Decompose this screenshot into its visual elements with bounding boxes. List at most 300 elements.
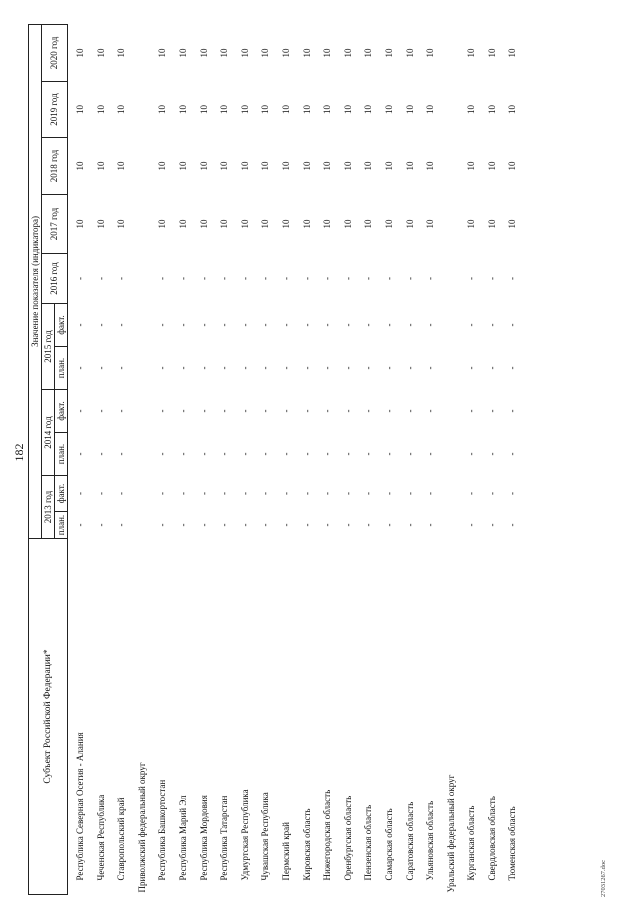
- dash-cell: -: [425, 277, 436, 280]
- dash-cell: -: [280, 277, 291, 280]
- value-cell: 10: [383, 48, 394, 58]
- dash-cell: -: [116, 409, 127, 413]
- dash-cell: -: [486, 277, 497, 280]
- dash-cell: -: [198, 323, 209, 327]
- value-cell: 10: [507, 161, 518, 171]
- dash-cell: -: [466, 409, 477, 413]
- dash-cell: -: [342, 323, 353, 327]
- value-cell: 10: [363, 48, 374, 58]
- value-cell: 10: [239, 161, 250, 171]
- dash-cell: -: [383, 452, 394, 456]
- value-cell: 10: [219, 161, 230, 171]
- dash-cell: [132, 433, 153, 476]
- dash-cell: -: [75, 366, 85, 370]
- year-2013-header: 2013 год: [42, 476, 55, 539]
- dash-cell: -: [280, 323, 291, 327]
- value-cell: 10: [95, 105, 106, 114]
- value-cell: 10: [116, 48, 127, 58]
- dash-cell: [441, 347, 462, 390]
- dash-cell: -: [239, 492, 250, 495]
- value-cell: 10: [219, 219, 230, 229]
- dash-cell: [441, 304, 462, 347]
- value-cell: 10: [301, 219, 312, 229]
- plan-2013-header: план.: [55, 512, 68, 539]
- value-cell: 10: [239, 105, 250, 114]
- value-cell: 10: [404, 161, 415, 171]
- dash-cell: -: [280, 452, 291, 456]
- value-cell: [441, 24, 462, 81]
- value-cell: 10: [486, 219, 497, 229]
- value-cell: 10: [301, 161, 312, 171]
- dash-cell: -: [404, 366, 415, 370]
- value-cell: 10: [466, 219, 477, 229]
- district-name: Приволжский федеральный округ: [136, 762, 147, 893]
- fact-2014-header: факт.: [55, 390, 68, 433]
- region-name: Республика Татарстан: [219, 795, 230, 881]
- dash-cell: [441, 512, 462, 539]
- value-cell: 10: [342, 105, 353, 114]
- value-cell: 10: [95, 161, 106, 171]
- value-cell: 10: [466, 161, 477, 171]
- dash-cell: -: [177, 366, 188, 370]
- table-header: [29, 24, 68, 894]
- value-cell: 10: [301, 48, 312, 58]
- dash-cell: -: [383, 523, 394, 527]
- value-cell: 10: [177, 48, 188, 58]
- value-cell: 10: [466, 105, 477, 114]
- dash-cell: -: [95, 323, 106, 327]
- table-row: [461, 24, 482, 894]
- region-name: Кировская область: [301, 808, 312, 881]
- dash-cell: -: [198, 409, 209, 413]
- dash-cell: -: [363, 452, 374, 456]
- dash-cell: [441, 390, 462, 433]
- dash-cell: -: [75, 409, 85, 413]
- dash-cell: [441, 254, 462, 304]
- table-row: [111, 24, 132, 894]
- dash-cell: -: [404, 323, 415, 327]
- fact-2015-header: факт.: [55, 304, 68, 347]
- dash-cell: -: [466, 523, 477, 527]
- dash-cell: -: [466, 323, 477, 327]
- dash-cell: -: [95, 452, 106, 456]
- value-cell: 10: [486, 48, 497, 58]
- value-cell: 10: [383, 161, 394, 171]
- year-2019-header: 2019 год: [42, 82, 68, 138]
- value-cell: 10: [260, 48, 271, 58]
- value-cell: 10: [157, 219, 168, 229]
- dash-cell: -: [75, 452, 85, 456]
- dash-cell: -: [75, 323, 85, 327]
- dash-cell: -: [425, 409, 436, 413]
- dash-cell: -: [95, 277, 106, 280]
- value-cell: 10: [507, 105, 518, 114]
- dash-cell: -: [404, 523, 415, 527]
- dash-cell: -: [301, 277, 312, 280]
- table-row: [358, 24, 379, 894]
- dash-cell: -: [239, 277, 250, 280]
- region-name: Республика Северная Осетия - Алания: [75, 732, 85, 881]
- region-name: Пензенская область: [363, 804, 374, 881]
- value-cell: 10: [75, 48, 85, 58]
- dash-cell: -: [157, 409, 168, 413]
- fact-2013-header: факт.: [55, 476, 68, 512]
- table-row: [91, 24, 112, 894]
- dash-cell: -: [425, 523, 436, 527]
- dash-cell: -: [198, 492, 209, 495]
- dash-cell: -: [260, 523, 271, 527]
- value-cell: 10: [425, 105, 436, 114]
- dash-cell: -: [383, 366, 394, 370]
- value-cell: 10: [342, 48, 353, 58]
- dash-cell: -: [157, 277, 168, 280]
- dash-cell: -: [219, 323, 230, 327]
- value-cell: [441, 82, 462, 138]
- value-cell: 10: [342, 219, 353, 229]
- dash-cell: -: [425, 452, 436, 456]
- dash-cell: -: [322, 277, 333, 280]
- district-row: [132, 24, 153, 894]
- dash-cell: -: [301, 366, 312, 370]
- dash-cell: -: [363, 277, 374, 280]
- dash-cell: -: [425, 492, 436, 495]
- dash-cell: -: [466, 277, 477, 280]
- dash-cell: [132, 476, 153, 512]
- dash-cell: -: [383, 492, 394, 495]
- value-cell: 10: [75, 105, 85, 114]
- dash-cell: -: [322, 492, 333, 495]
- dash-cell: -: [301, 492, 312, 495]
- dash-cell: -: [280, 366, 291, 370]
- dash-cell: -: [507, 409, 518, 413]
- value-cell: 10: [280, 161, 291, 171]
- dash-cell: -: [116, 366, 127, 370]
- region-name: Республика Мордовия: [198, 795, 209, 881]
- dash-cell: -: [239, 452, 250, 456]
- dash-cell: -: [280, 523, 291, 527]
- value-cell: 10: [260, 161, 271, 171]
- value-cell: 10: [75, 161, 85, 171]
- value-cell: 10: [198, 161, 209, 171]
- value-cell: 10: [157, 161, 168, 171]
- dash-cell: -: [322, 452, 333, 456]
- dash-cell: -: [95, 523, 106, 527]
- year-2018-header: 2018 год: [42, 138, 68, 195]
- table-row: [255, 24, 276, 894]
- value-cell: 10: [425, 161, 436, 171]
- dash-cell: -: [404, 452, 415, 456]
- dash-cell: -: [507, 523, 518, 527]
- region-name: Ставропольский край: [116, 797, 127, 881]
- dash-cell: [441, 433, 462, 476]
- value-cell: 10: [425, 48, 436, 58]
- value-cell: 10: [425, 219, 436, 229]
- dash-cell: -: [177, 323, 188, 327]
- region-name: Ульяновская область: [425, 800, 436, 881]
- dash-cell: -: [95, 492, 106, 495]
- dash-cell: -: [75, 492, 85, 495]
- district-row: [441, 24, 462, 894]
- dash-cell: -: [301, 452, 312, 456]
- value-cell: 10: [383, 219, 394, 229]
- dash-cell: -: [322, 366, 333, 370]
- dash-cell: -: [404, 409, 415, 413]
- dash-cell: -: [486, 366, 497, 370]
- dash-cell: -: [219, 366, 230, 370]
- indicator-table: [28, 24, 523, 895]
- table-row: [482, 24, 503, 894]
- doc-filename: 27031267.doc: [600, 859, 607, 897]
- value-cell: [132, 24, 153, 81]
- dash-cell: -: [363, 492, 374, 495]
- plan-2014-header: план.: [55, 433, 68, 476]
- dash-cell: [441, 476, 462, 512]
- plan-2015-header: план.: [55, 347, 68, 390]
- dash-cell: -: [219, 492, 230, 495]
- dash-cell: -: [177, 277, 188, 280]
- value-cell: 10: [177, 161, 188, 171]
- region-name: Чувашская Республика: [260, 792, 271, 881]
- dash-cell: -: [157, 323, 168, 327]
- value-cell: 10: [239, 48, 250, 58]
- dash-cell: -: [177, 523, 188, 527]
- region-name: Самарская область: [383, 808, 394, 881]
- value-cell: 10: [363, 219, 374, 229]
- dash-cell: -: [363, 523, 374, 527]
- dash-cell: -: [260, 409, 271, 413]
- value-cell: 10: [219, 105, 230, 114]
- dash-cell: -: [404, 492, 415, 495]
- value-cell: [132, 195, 153, 254]
- dash-cell: -: [260, 323, 271, 327]
- dash-cell: -: [75, 277, 85, 280]
- dash-cell: [132, 512, 153, 539]
- dash-cell: -: [239, 366, 250, 370]
- dash-cell: -: [198, 523, 209, 527]
- year-2017-header: 2017 год: [42, 195, 68, 254]
- value-cell: [441, 195, 462, 254]
- region-name: Оренбургская область: [342, 795, 353, 881]
- value-cell: 10: [116, 161, 127, 171]
- dash-cell: -: [301, 523, 312, 527]
- district-name: Уральский федеральный округ: [445, 774, 456, 893]
- dash-cell: -: [116, 523, 127, 527]
- dash-cell: -: [219, 409, 230, 413]
- dash-cell: -: [383, 409, 394, 413]
- dash-cell: -: [322, 523, 333, 527]
- region-name: Тюменская область: [507, 806, 518, 881]
- value-cell: 10: [177, 219, 188, 229]
- dash-cell: -: [486, 523, 497, 527]
- value-cell: 10: [177, 105, 188, 114]
- page-number: 182: [12, 443, 26, 462]
- table-row: [400, 24, 421, 894]
- dash-cell: -: [342, 492, 353, 495]
- dash-cell: -: [260, 366, 271, 370]
- dash-cell: -: [116, 452, 127, 456]
- region-name: Республика Марий Эл: [177, 795, 188, 881]
- dash-cell: -: [301, 323, 312, 327]
- dash-cell: -: [260, 492, 271, 495]
- value-cell: 10: [322, 161, 333, 171]
- dash-cell: -: [198, 277, 209, 280]
- value-cell: 10: [342, 161, 353, 171]
- value-cell: [132, 138, 153, 195]
- dash-cell: -: [342, 523, 353, 527]
- value-cell: 10: [507, 219, 518, 229]
- table-row: [214, 24, 235, 894]
- dash-cell: -: [157, 452, 168, 456]
- value-cell: 10: [219, 48, 230, 58]
- region-name: Пермский край: [280, 822, 291, 881]
- indicator-header: Значение показателя (индикатора): [29, 24, 42, 538]
- dash-cell: -: [425, 323, 436, 327]
- value-cell: 10: [116, 219, 127, 229]
- value-cell: [132, 82, 153, 138]
- dash-cell: -: [177, 452, 188, 456]
- dash-cell: -: [260, 452, 271, 456]
- value-cell: 10: [260, 219, 271, 229]
- value-cell: 10: [486, 161, 497, 171]
- dash-cell: -: [95, 366, 106, 370]
- region-name: Чеченская Республика: [95, 794, 106, 881]
- table-row: [235, 24, 256, 894]
- dash-cell: -: [363, 323, 374, 327]
- value-cell: 10: [239, 219, 250, 229]
- value-cell: 10: [280, 105, 291, 114]
- dash-cell: [132, 304, 153, 347]
- value-cell: 10: [404, 48, 415, 58]
- table-row: [338, 24, 359, 894]
- dash-cell: -: [280, 492, 291, 495]
- value-cell: 10: [322, 219, 333, 229]
- value-cell: 10: [301, 105, 312, 114]
- table-row: [68, 24, 91, 894]
- dash-cell: -: [280, 409, 291, 413]
- dash-cell: -: [219, 452, 230, 456]
- value-cell: 10: [280, 48, 291, 58]
- dash-cell: -: [363, 409, 374, 413]
- value-cell: 10: [95, 219, 106, 229]
- dash-cell: -: [507, 323, 518, 327]
- value-cell: 10: [404, 105, 415, 114]
- dash-cell: -: [466, 366, 477, 370]
- value-cell: [441, 138, 462, 195]
- dash-cell: -: [301, 409, 312, 413]
- dash-cell: -: [260, 277, 271, 280]
- dash-cell: [132, 254, 153, 304]
- dash-cell: -: [507, 492, 518, 495]
- dash-cell: -: [466, 492, 477, 495]
- year-2020-header: 2020 год: [42, 24, 68, 81]
- dash-cell: -: [486, 452, 497, 456]
- dash-cell: -: [177, 492, 188, 495]
- dash-cell: -: [507, 277, 518, 280]
- value-cell: 10: [198, 48, 209, 58]
- value-cell: 10: [383, 105, 394, 114]
- value-cell: 10: [322, 48, 333, 58]
- dash-cell: -: [198, 452, 209, 456]
- table-row: [297, 24, 318, 894]
- table-row: [152, 24, 173, 894]
- table-row: [379, 24, 400, 894]
- dash-cell: -: [322, 409, 333, 413]
- value-cell: 10: [116, 105, 127, 114]
- dash-cell: -: [116, 492, 127, 495]
- value-cell: 10: [198, 105, 209, 114]
- value-cell: 10: [157, 105, 168, 114]
- subject-header: Субъект Российской Федерации*: [29, 539, 68, 895]
- dash-cell: -: [404, 277, 415, 280]
- dash-cell: -: [486, 323, 497, 327]
- dash-cell: -: [507, 366, 518, 370]
- dash-cell: -: [157, 523, 168, 527]
- dash-cell: -: [383, 277, 394, 280]
- dash-cell: -: [116, 323, 127, 327]
- table-row: [276, 24, 297, 894]
- dash-cell: -: [342, 277, 353, 280]
- dash-cell: -: [466, 452, 477, 456]
- region-name: Республика Башкортостан: [157, 779, 168, 881]
- value-cell: 10: [198, 219, 209, 229]
- table-row: [502, 24, 523, 894]
- dash-cell: -: [342, 452, 353, 456]
- region-name: Саратовская область: [404, 801, 415, 881]
- table-row: [317, 24, 338, 894]
- dash-cell: -: [363, 366, 374, 370]
- dash-cell: -: [486, 409, 497, 413]
- dash-cell: -: [198, 366, 209, 370]
- region-name: Свердловская область: [486, 796, 497, 881]
- table-row: [194, 24, 215, 894]
- value-cell: 10: [363, 105, 374, 114]
- dash-cell: -: [425, 366, 436, 370]
- year-2016-header: 2016 год: [42, 254, 68, 304]
- dash-cell: -: [157, 492, 168, 495]
- dash-cell: -: [342, 366, 353, 370]
- year-2014-header: 2014 год: [42, 390, 55, 476]
- dash-cell: -: [322, 323, 333, 327]
- value-cell: 10: [363, 161, 374, 171]
- dash-cell: -: [342, 409, 353, 413]
- dash-cell: -: [239, 523, 250, 527]
- table-row: [173, 24, 194, 894]
- dash-cell: -: [177, 409, 188, 413]
- year-2015-header: 2015 год: [42, 304, 55, 390]
- dash-cell: -: [239, 409, 250, 413]
- value-cell: 10: [466, 48, 477, 58]
- dash-cell: -: [507, 452, 518, 456]
- dash-cell: -: [239, 323, 250, 327]
- value-cell: 10: [404, 219, 415, 229]
- dash-cell: -: [486, 492, 497, 495]
- dash-cell: -: [157, 366, 168, 370]
- dash-cell: -: [219, 277, 230, 280]
- dash-cell: -: [95, 409, 106, 413]
- dash-cell: [132, 390, 153, 433]
- region-name: Курганская область: [466, 805, 477, 881]
- dash-cell: [132, 347, 153, 390]
- table-body: [68, 24, 524, 894]
- region-name: Нижегородская область: [322, 789, 333, 881]
- value-cell: 10: [95, 48, 106, 58]
- dash-cell: -: [116, 277, 127, 280]
- region-name: Удмуртская Республика: [239, 789, 250, 881]
- value-cell: 10: [75, 219, 85, 229]
- value-cell: 10: [507, 48, 518, 58]
- table-row: [420, 24, 441, 894]
- value-cell: 10: [280, 219, 291, 229]
